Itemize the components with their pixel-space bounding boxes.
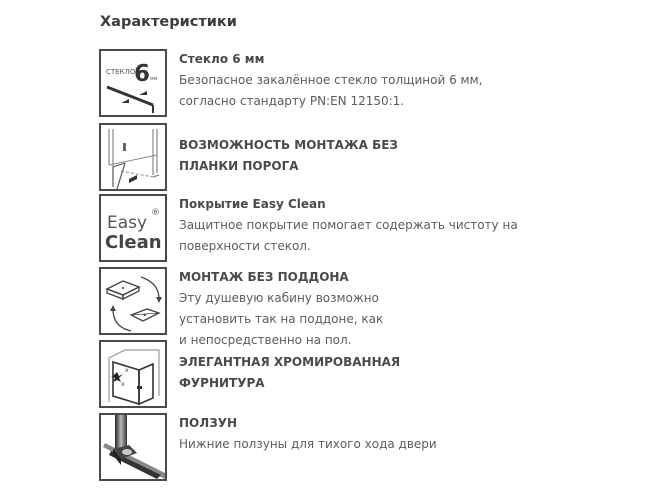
feature-desc-line: Эту душевую кабину возможно [179,291,379,305]
no-tray-install-icon [99,267,167,335]
feature-heading: ЭЛЕГАНТНАЯ ХРОМИРОВАННАЯ [179,355,401,369]
glass-6mm-icon [99,49,167,117]
svg-text:®: ® [151,208,160,218]
svg-text:мм: мм [150,76,158,82]
feature-desc-line: и непосредственно на пол. [179,333,352,347]
feature-text [179,267,539,351]
feature-heading: ВОЗМОЖНОСТЬ МОНТАЖА БЕЗ [179,138,398,152]
feature-desc-line: Нижние ползуны для тихого хода двери [179,437,437,451]
svg-text:x: x [121,381,125,388]
section-title: Характеристики [100,14,237,30]
feature-text [179,352,539,394]
feature-text [179,413,539,455]
no-threshold-icon [99,123,167,191]
easy-clean-icon [99,194,167,262]
svg-text:СТЕКЛО: СТЕКЛО [106,68,136,76]
slider-roller-icon [99,413,167,481]
feature-glass [99,49,579,116]
feature-text [179,135,539,177]
feature-chrome-fittings [99,340,579,407]
svg-text:Clean: Clean [105,232,162,253]
feature-heading: Покрытие Easy Clean [179,197,326,211]
feature-text [179,194,539,257]
feature-no-tray [99,267,579,347]
feature-desc-line: Защитное покрытие помогает содержать чистоту на [179,218,518,232]
feature-heading: Стекло 6 мм [179,52,265,66]
feature-desc-line: установить так на поддоне, как [179,312,384,326]
feature-heading: ПЛАНКИ ПОРОГА [179,159,299,173]
feature-desc-line: Безопасное закалённое стекло толщиной 6 мм, [179,73,483,87]
chrome-fittings-icon [99,340,167,408]
feature-slider [99,413,579,480]
feature-easy-clean [99,194,579,261]
feature-no-threshold [99,123,579,190]
feature-heading: ПОЛЗУН [179,416,238,430]
svg-text:x: x [125,367,129,374]
feature-desc-line: согласно стандарту PN:EN 12150:1. [179,94,405,108]
feature-heading: МОНТАЖ БЕЗ ПОДДОНА [179,270,349,284]
feature-desc-line: поверхности стекол. [179,239,311,253]
feature-heading: ФУРНИТУРА [179,376,265,390]
svg-text:Easy: Easy [107,213,148,233]
svg-text:6: 6 [134,61,151,87]
feature-text [179,49,539,112]
